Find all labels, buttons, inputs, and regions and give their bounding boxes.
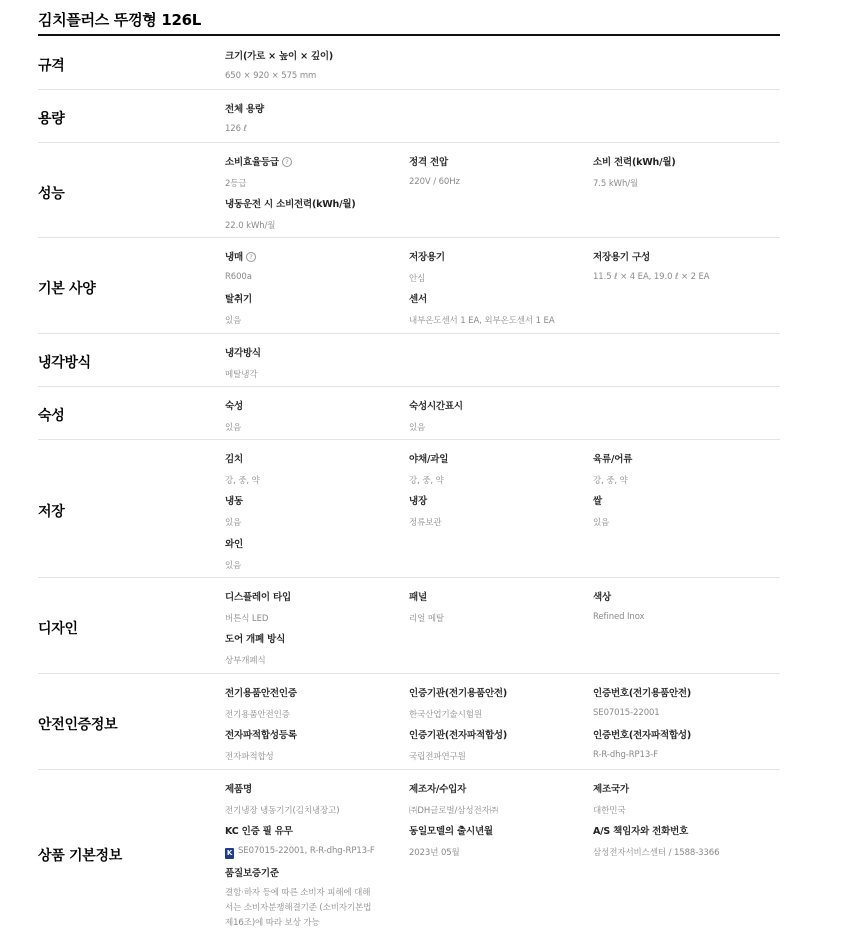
help-icon[interactable]: ? <box>246 252 256 262</box>
spec-item <box>409 398 463 433</box>
spec-label: 인증번호(전기용품안전) <box>593 688 692 699</box>
section-performance <box>38 143 780 238</box>
spec-item <box>593 727 691 760</box>
spec-label-text: 냉매 <box>225 252 243 263</box>
spec-item <box>409 727 507 762</box>
spec-value <box>225 846 375 859</box>
spec-item <box>225 451 260 486</box>
section-basic <box>38 238 780 334</box>
spec-item <box>593 823 719 858</box>
spec-item <box>409 685 507 720</box>
spec-value: Refined Inox <box>593 612 645 622</box>
spec-value: 전자파적합성 <box>225 752 274 762</box>
spec-label: 탈취기 <box>225 294 252 305</box>
spec-value: 국립전파연구원 <box>409 752 466 762</box>
spec-value: 7.5 kWh/월 <box>593 179 639 189</box>
spec-value: 내부온도센서 1 EA, 외부온도센서 1 EA <box>409 316 555 326</box>
spec-item <box>225 823 375 859</box>
spec-value: 정류보관 <box>409 518 442 528</box>
spec-label: 디스플레이 타입 <box>225 592 291 603</box>
section-product <box>38 770 780 935</box>
spec-item <box>409 781 498 816</box>
spec-value: 강, 중, 약 <box>409 476 444 486</box>
spec-item <box>593 249 710 282</box>
spec-label: 제조자/수입자 <box>409 784 467 795</box>
spec-item <box>593 451 632 486</box>
spec-label: 전자파적합성등록 <box>225 730 297 741</box>
spec-value: 결함·하자 등에 따른 소비자 피해에 대해서는 소비자분쟁해결기준 (소비자기본법 제16조)에 따라 보상 가능 <box>225 888 372 928</box>
section-title: 기본 사양 <box>38 281 96 297</box>
spec-label: 인증번호(전자파적합성) <box>593 730 692 741</box>
section-title: 규격 <box>38 58 65 74</box>
section-safety <box>38 674 780 770</box>
section-title: 숙성 <box>38 408 65 424</box>
spec-label: 와인 <box>225 539 243 550</box>
spec-value: 강, 중, 약 <box>593 476 628 486</box>
spec-value: 상부개폐식 <box>225 656 266 666</box>
spec-value: 안심 <box>409 274 426 284</box>
spec-label <box>225 154 292 168</box>
section-title: 저장 <box>38 504 65 520</box>
spec-label: 센서 <box>409 294 427 305</box>
spec-value: 메탈냉각 <box>225 370 258 380</box>
spec-value: 있음 <box>225 561 242 571</box>
spec-item <box>225 48 333 81</box>
spec-label: 인증기관(전기용품안전) <box>409 688 508 699</box>
spec-item <box>593 781 629 816</box>
spec-label: 정격 전압 <box>409 157 449 168</box>
spec-item <box>593 685 691 718</box>
spec-value: SE07015-22001 <box>593 708 660 718</box>
spec-value: 삼성전자서비스센터 / 1588-3366 <box>593 848 720 858</box>
spec-item <box>593 493 609 528</box>
spec-label: 품질보증기준 <box>225 868 279 879</box>
spec-label: 패널 <box>409 592 427 603</box>
spec-value: ㈜DH글로벌/삼성전자㈜ <box>409 806 499 816</box>
spec-label: 제조국가 <box>593 784 629 795</box>
spec-value: 리얼 메탈 <box>409 614 445 624</box>
spec-label: 냉동운전 시 소비전력(kWh/월) <box>225 199 356 210</box>
spec-item <box>225 493 243 528</box>
spec-label: 크기(가로 × 높이 × 깊이) <box>225 51 334 62</box>
spec-item <box>225 101 264 134</box>
section-title: 성능 <box>38 186 65 202</box>
spec-value: 있음 <box>225 316 242 326</box>
spec-item <box>593 589 645 622</box>
spec-label: 야채/과일 <box>409 454 449 465</box>
help-icon[interactable]: ? <box>282 157 292 167</box>
spec-item <box>225 781 339 816</box>
spec-item <box>409 291 555 326</box>
spec-item <box>409 154 460 187</box>
spec-item <box>593 154 676 189</box>
spec-label: 김치 <box>225 454 243 465</box>
spec-label: 저장용기 구성 <box>593 252 650 263</box>
spec-value: 22.0 kWh/월 <box>225 221 276 231</box>
spec-value: 있음 <box>409 423 426 433</box>
spec-item <box>409 451 448 486</box>
spec-label: 도어 개폐 방식 <box>225 634 286 645</box>
spec-item <box>225 536 243 571</box>
spec-label: KC 인증 필 유무 <box>225 826 293 837</box>
section-title: 안전인증정보 <box>38 717 118 733</box>
spec-value: 126 ℓ <box>225 124 247 134</box>
spec-item <box>409 493 441 528</box>
spec-value: 220V / 60Hz <box>409 177 460 187</box>
spec-value: 한국산업기술시험원 <box>409 710 482 720</box>
spec-item <box>225 631 285 666</box>
spec-item <box>409 823 493 858</box>
spec-item <box>225 685 297 720</box>
spec-item <box>225 154 292 189</box>
spec-label: 소비 전력(kWh/월) <box>593 157 676 168</box>
spec-value: 있음 <box>225 423 242 433</box>
spec-item <box>225 196 356 231</box>
spec-item <box>225 398 243 433</box>
spec-item <box>225 291 252 326</box>
spec-value: 11.5 ℓ × 4 EA, 19.0 ℓ × 2 EA <box>593 272 710 282</box>
section-storage <box>38 440 780 578</box>
spec-item <box>225 345 261 380</box>
kc-mark-icon: K <box>226 849 233 857</box>
section-spec <box>38 36 780 90</box>
spec-label: 동일모델의 출시년월 <box>409 826 493 837</box>
spec-value: 전기냉장 냉동기기(김치냉장고) <box>225 806 340 816</box>
spec-value: 650 × 920 × 575 mm <box>225 71 317 81</box>
spec-item <box>225 865 375 931</box>
section-aging <box>38 387 780 440</box>
spec-label: 냉동 <box>225 496 243 507</box>
page-title: 김치플러스 뚜껑형 126L <box>38 11 202 29</box>
spec-label: 제품명 <box>225 784 252 795</box>
spec-value: 있음 <box>593 518 610 528</box>
spec-item <box>225 589 291 624</box>
spec-item <box>409 589 444 624</box>
spec-label-text: 소비효율등급 <box>225 157 279 168</box>
spec-value: 2023년 05월 <box>409 848 460 858</box>
spec-value: 2등급 <box>225 179 247 189</box>
spec-label: 색상 <box>593 592 611 603</box>
spec-value: 있음 <box>225 518 242 528</box>
spec-value: 강, 중, 약 <box>225 476 260 486</box>
spec-label <box>225 249 256 263</box>
spec-label: 숙성시간표시 <box>409 401 463 412</box>
spec-label: 냉각방식 <box>225 348 261 359</box>
spec-label: 숙성 <box>225 401 243 412</box>
kc-cert-numbers: SE07015-22001, R-R-dhg-RP13-F <box>238 846 375 856</box>
spec-label: 전기용품안전인증 <box>225 688 297 699</box>
section-cooling <box>38 334 780 387</box>
spec-value: R-R-dhg-RP13-F <box>593 750 658 760</box>
spec-label: 전체 용량 <box>225 104 265 115</box>
section-design <box>38 578 780 674</box>
spec-value: 버튼식 LED <box>225 614 269 624</box>
spec-item <box>409 249 445 284</box>
spec-label: 인증기관(전자파적합성) <box>409 730 508 741</box>
section-capacity <box>38 90 780 143</box>
spec-value: R600a <box>225 272 252 282</box>
spec-label: 쌀 <box>593 496 602 507</box>
spec-item <box>225 249 256 282</box>
section-title: 용량 <box>38 111 65 127</box>
spec-label: 냉장 <box>409 496 427 507</box>
spec-label: 저장용기 <box>409 252 445 263</box>
spec-value: 전기용품안전인증 <box>225 710 290 720</box>
spec-label: A/S 책임자와 전화번호 <box>593 826 689 837</box>
spec-item <box>225 727 297 762</box>
section-title: 디자인 <box>38 621 78 637</box>
spec-label: 육류/어류 <box>593 454 633 465</box>
section-title: 냉각방식 <box>38 355 91 371</box>
spec-value: 대한민국 <box>593 806 626 816</box>
section-title: 상품 기본정보 <box>38 848 122 864</box>
